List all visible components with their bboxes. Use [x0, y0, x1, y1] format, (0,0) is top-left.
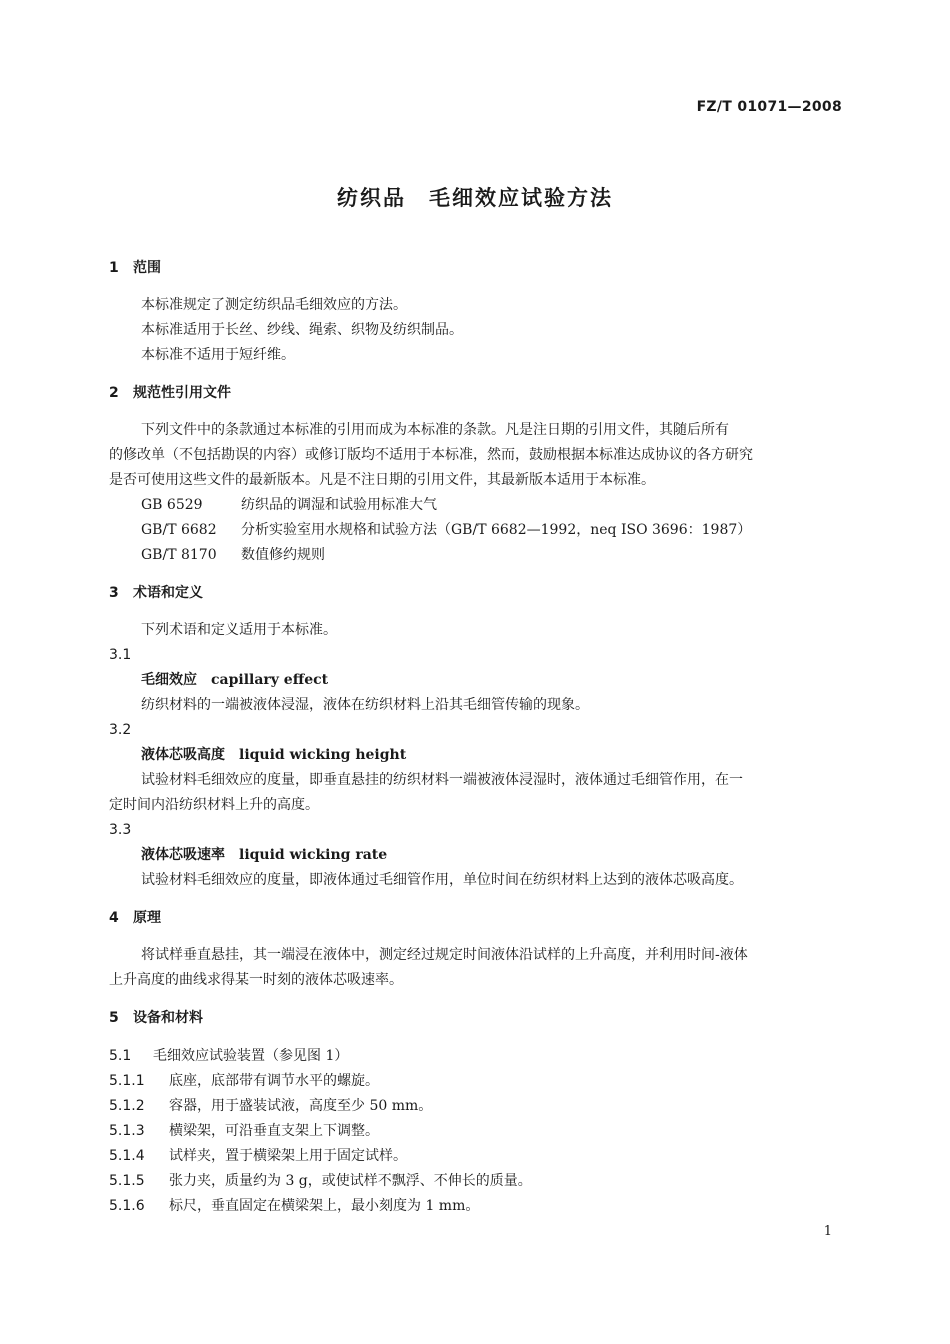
term-english: liquid wicking rate [239, 847, 388, 863]
item-number: 5.1.1 [109, 1073, 145, 1089]
term-chinese: 毛细效应 [141, 672, 197, 688]
section-number: 2 [109, 385, 119, 401]
section-number: 1 [109, 260, 119, 276]
item-number: 5.1.3 [109, 1123, 145, 1139]
equipment-item [109, 1069, 842, 1094]
reference-title: 数值修约规则 [241, 547, 325, 563]
equipment-item [109, 1094, 842, 1119]
item-text: 标尺，垂直固定在横梁架上，最小刻度为 1 mm。 [169, 1198, 480, 1214]
paragraph: 本标准规定了测定纺织品毛细效应的方法。 [141, 297, 407, 313]
item-number: 5.1.5 [109, 1173, 145, 1189]
paragraph-line: 是否可使用这些文件的最新版本。凡是不注日期的引用文件，其最新版本适用于本标准。 [109, 472, 655, 488]
item-text: 毛细效应试验装置（参见图 1） [153, 1048, 349, 1064]
term-english: liquid wicking height [239, 747, 407, 763]
term-heading [141, 668, 842, 693]
section-5-heading [109, 1006, 842, 1031]
page-number: 1 [823, 1224, 832, 1239]
term-heading [141, 843, 842, 868]
paragraph-line: 下列文件中的条款通过本标准的引用而成为本标准的条款。凡是注日期的引用文件，其随后所有 [141, 422, 729, 438]
section-title: 设备和材料 [133, 1010, 203, 1026]
section-2-heading [109, 381, 842, 406]
section-title: 术语和定义 [133, 585, 203, 601]
item-text: 横梁架，可沿垂直支架上下调整。 [169, 1123, 379, 1139]
equipment-item [109, 1044, 842, 1069]
term-definition: 试验材料毛细效应的度量，即垂直悬挂的纺织材料一端被液体浸湿时，液体通过毛细管作用，在一 [141, 772, 743, 788]
section-4-heading [109, 906, 842, 931]
term-english: capillary effect [211, 672, 329, 688]
term-chinese: 液体芯吸速率 [141, 847, 225, 863]
reference-code: GB/T 8170 [141, 547, 217, 563]
clause-number: 3.1 [109, 647, 132, 663]
normative-reference [141, 493, 842, 518]
term-definition: 试验材料毛细效应的度量，即液体通过毛细管作用，单位时间在纺织材料上达到的液体芯吸高度。 [141, 872, 743, 888]
section-title: 规范性引用文件 [133, 385, 231, 401]
paragraph: 本标准适用于长丝、纱线、绳索、织物及纺织制品。 [141, 322, 463, 338]
paragraph-line: 的修改单（不包括勘误的内容）或修订版均不适用于本标准，然而，鼓励根据本标准达成协议的各方研究 [109, 447, 753, 463]
normative-reference [141, 518, 842, 543]
term-chinese: 液体芯吸高度 [141, 747, 225, 763]
item-text: 底座，底部带有调节水平的螺旋。 [169, 1073, 379, 1089]
equipment-item [109, 1169, 842, 1194]
item-text: 容器，用于盛装试液，高度至少 50 mm。 [169, 1098, 433, 1114]
item-number: 5.1 [109, 1048, 132, 1064]
item-number: 5.1.6 [109, 1198, 145, 1214]
section-number: 3 [109, 585, 119, 601]
section-title: 范围 [133, 260, 161, 276]
term-definition: 纺织材料的一端被液体浸湿，液体在纺织材料上沿其毛细管传输的现象。 [141, 697, 589, 713]
reference-title: 分析实验室用水规格和试验方法（GB/T 6682—1992，neq ISO 3696：1987） [241, 522, 752, 538]
item-text: 试样夹，置于横梁架上用于固定试样。 [169, 1148, 407, 1164]
section-title: 原理 [133, 910, 161, 926]
equipment-item [109, 1194, 842, 1219]
normative-reference [141, 543, 842, 568]
reference-code: GB 6529 [141, 497, 203, 513]
term-definition: 定时间内沿纺织材料上升的高度。 [109, 797, 319, 813]
item-text: 张力夹，质量约为 3 g，或使试样不飘浮、不伸长的质量。 [169, 1173, 532, 1189]
item-number: 5.1.2 [109, 1098, 145, 1114]
reference-title: 纺织品的调湿和试验用标准大气 [241, 497, 437, 513]
section-number: 5 [109, 1010, 119, 1026]
paragraph-line: 将试样垂直悬挂，其一端浸在液体中，测定经过规定时间液体沿试样的上升高度，并利用时间-液体 [141, 947, 748, 963]
paragraph: 下列术语和定义适用于本标准。 [141, 622, 337, 638]
item-number: 5.1.4 [109, 1148, 145, 1164]
equipment-item [109, 1144, 842, 1169]
term-heading [141, 743, 842, 768]
section-1-heading [109, 256, 842, 281]
paragraph: 本标准不适用于短纤维。 [141, 347, 295, 363]
reference-code: GB/T 6682 [141, 522, 217, 538]
document-title: 纺织品 毛细效应试验方法 [337, 186, 613, 210]
clause-number: 3.2 [109, 722, 132, 738]
standard-code: FZ/T 01071—2008 [696, 99, 842, 115]
paragraph-line: 上升高度的曲线求得某一时刻的液体芯吸速率。 [109, 972, 403, 988]
clause-number: 3.3 [109, 822, 132, 838]
section-3-heading [109, 581, 842, 606]
section-number: 4 [109, 910, 119, 926]
equipment-item [109, 1119, 842, 1144]
